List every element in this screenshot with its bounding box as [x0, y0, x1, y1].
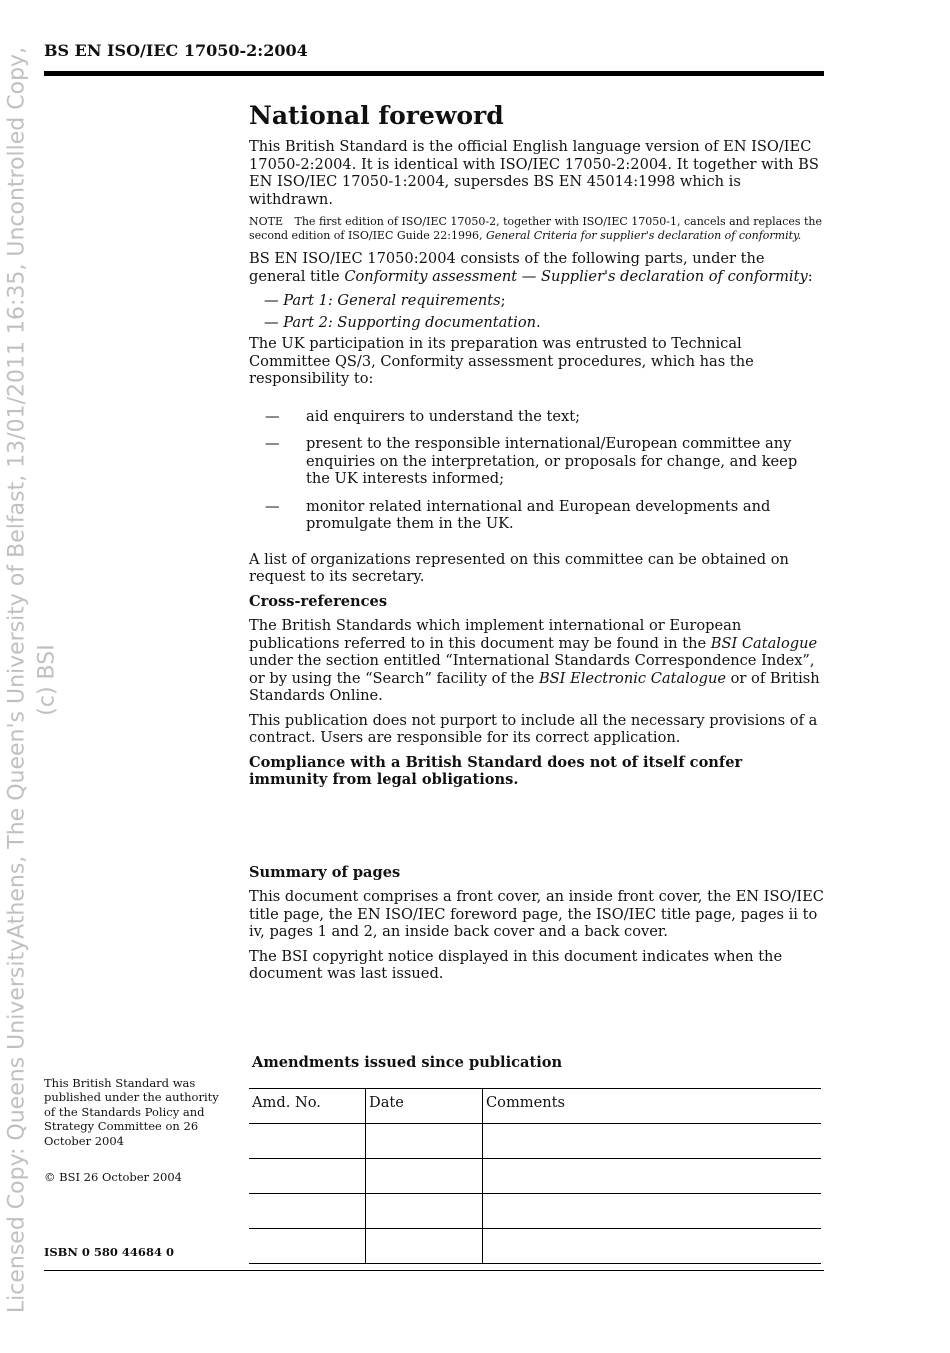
footer-rule: [44, 1270, 824, 1271]
table-row: [249, 1159, 821, 1194]
watermark-line-2: (c) BSI: [34, 644, 60, 716]
responsibility-list: [249, 408, 824, 533]
note-text: The first edition of ISO/IEC 17050-2, together with ISO/IEC 17050-1, cancels and replaces the second edition of ISO/IEC Guide 22:1996,: [249, 215, 823, 242]
summary-heading: Summary of pages: [249, 863, 401, 881]
cross-references-heading: Cross-references: [249, 592, 388, 610]
cross-references-paragraph: The British Standards which implement international or European publications referred to in this document may be found in the BSI Catalogue under the section entitled “International Standards Correspondence Index”, or by using the “Search” facility of the BSI Electronic Catalogue or of British Standards Online.: [249, 617, 820, 704]
copyright-line: © BSI 26 October 2004: [44, 1170, 182, 1184]
part-item: — Part 1: General requirements;: [264, 292, 506, 309]
organizations-paragraph: A list of organizations represented on this committee can be obtained on request to its secretary.: [249, 550, 789, 585]
intro-paragraph: This British Standard is the official English language version of EN ISO/IEC 17050-2:2004. It is identical with ISO/IEC 17050-2:2004. It together with BS EN ISO/IEC 17050-1:2004, supersdes BS EN 45014:1998 which is withdrawn.: [249, 138, 819, 208]
table-row: [249, 1229, 821, 1264]
authority-statement: This British Standard was published under the authority of the Standards Policy and Strategy Committee on 26 October 2004: [44, 1076, 219, 1148]
compliance-statement: Compliance with a British Standard does not of itself confer immunity from legal obligations.: [249, 753, 743, 788]
table-row: [249, 1194, 821, 1229]
amendments-title: Amendments issued since publication: [252, 1054, 563, 1071]
header-rule: [44, 71, 824, 76]
amendments-table: [249, 1088, 821, 1264]
column-header: Comments: [483, 1089, 822, 1124]
watermark-line-1: Licensed Copy: Queens UniversityAthens, The Queen's University of Belfast, 13/01/2011 16:35, Uncontrolled Copy,: [4, 46, 30, 1314]
document-title: BS EN ISO/IEC 17050-2:2004: [44, 41, 308, 60]
list-item: — present to the responsible international/European committee any enquiries on the interpretation, or proposals for change, and keep the UK interests informed;: [265, 435, 798, 487]
table-header-row: [249, 1089, 821, 1124]
page-title: National foreword: [249, 101, 504, 130]
provisions-paragraph: This publication does not purport to include all the necessary provisions of a contract. Users are responsible for its correct application.: [249, 711, 818, 746]
part-item: — Part 2: Supporting documentation.: [264, 313, 541, 331]
isbn: ISBN 0 580 44684 0: [44, 1245, 174, 1259]
summary-paragraph: This document comprises a front cover, an inside front cover, the EN ISO/IEC title page, the EN ISO/IEC foreword page, the ISO/IEC title page, pages ii to iv, pages 1 and 2, an inside back cover and a back cover.: [249, 888, 824, 940]
license-watermark: [3, 8, 63, 1353]
column-header: Date: [366, 1089, 483, 1124]
national-foreword: [249, 100, 824, 990]
column-header: Amd. No.: [249, 1089, 366, 1124]
list-item: — aid enquirers to understand the text;: [265, 407, 581, 425]
note-italic: General Criteria for supplier's declaration of conformity.: [486, 229, 802, 242]
copyright-notice-paragraph: The BSI copyright notice displayed in this document indicates when the document was last issued.: [249, 947, 783, 982]
note-label: NOTE: [249, 215, 284, 228]
table-row: [249, 1124, 821, 1159]
parts-intro: BS EN ISO/IEC 17050:2004 consists of the following parts, under the general title Conformity assessment — Supplier's declaration of conformity:: [249, 250, 813, 285]
list-item: — monitor related international and European developments and promulgate them in the UK.: [265, 497, 771, 532]
note: [249, 215, 824, 243]
committee-paragraph: The UK participation in its preparation was entrusted to Technical Committee QS/3, Conformity assessment procedures, which has the responsibility to:: [249, 335, 754, 387]
